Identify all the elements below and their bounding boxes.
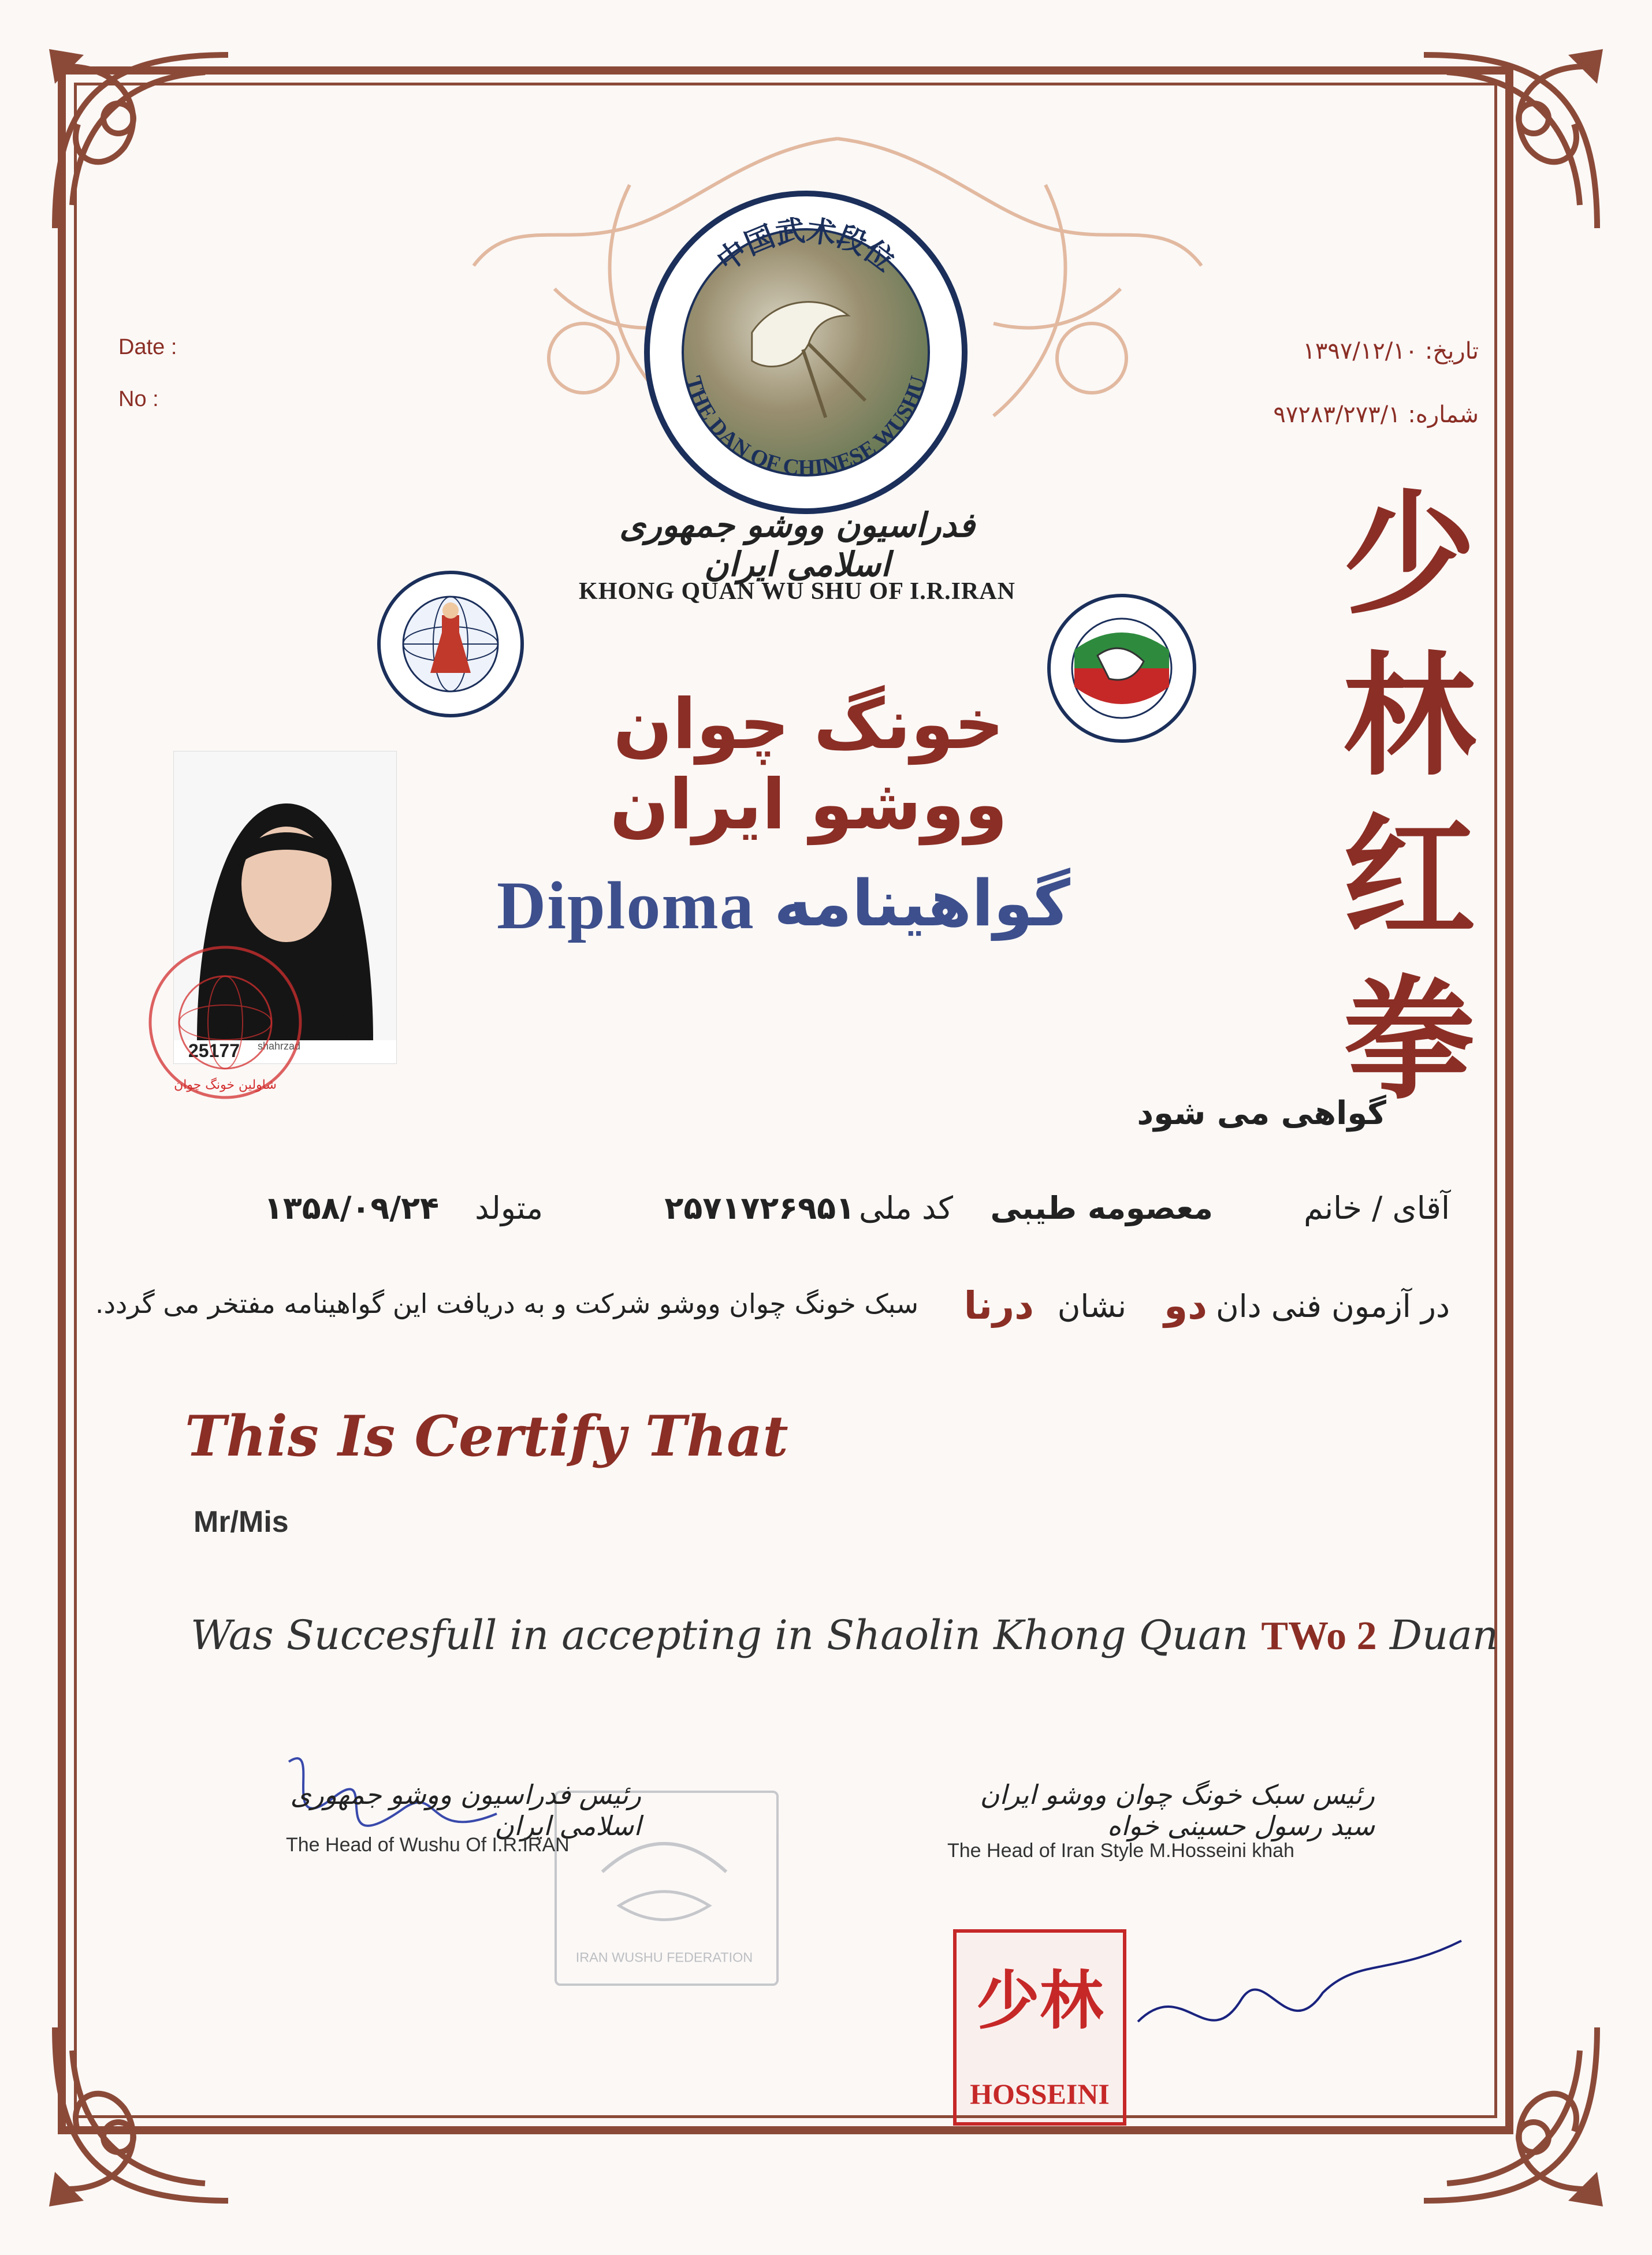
holder-details-line: [173, 1190, 1461, 1236]
success-suffix: Duan: [1389, 1612, 1498, 1659]
chinese-char: 林: [1342, 638, 1476, 794]
hosseini-stamp-name: HOSSEINI: [970, 2078, 1110, 2110]
diploma-title-fa: گواهینامه: [774, 866, 1070, 940]
svg-text:THE DAN OF CHINESE WUSHU: [681, 373, 931, 480]
dan-medallion-logo: [644, 191, 968, 514]
national-code: ۲۵۷۱۷۲۶۹۵۱: [664, 1190, 855, 1226]
certified-heading-fa: گواهی می شود: [1137, 1095, 1386, 1132]
hosseini-seal-stamp: [953, 1929, 1126, 2126]
number-label: No :: [118, 387, 159, 411]
left-signatory-fa: رئیس فدراسیون ووشو جمهوری اسلامی ایران: [290, 1779, 641, 1841]
right-signature: [1115, 1906, 1484, 2079]
svg-text:中国武术段位: [710, 213, 901, 278]
holder-name: معصومه طیبی: [990, 1190, 1213, 1226]
dan-level: دو: [1164, 1283, 1207, 1328]
exam-suffix: سبک خونگ چوان ووشو شرکت و به دریافت این گواهینامه مفتخر می گردد.: [95, 1288, 918, 1319]
title-label: آقای / خانم: [1304, 1190, 1450, 1226]
medallion-top-text: 中国武术段位: [710, 213, 902, 278]
exam-result-line: [95, 1283, 1461, 1334]
red-stamp-text: شاولین خونگ چوان: [174, 1078, 277, 1092]
corner-ornament-top-right: [1401, 32, 1620, 251]
hosseini-stamp-chinese: 少林: [976, 1963, 1103, 2038]
certify-heading-en: This Is Certify That: [185, 1404, 788, 1469]
date-label: Date :: [118, 335, 177, 359]
date-fa: تاریخ: ۱۳۹۷/۱۲/۱۰: [1303, 338, 1479, 364]
corner-ornament-bottom-left: [32, 2004, 251, 2224]
medallion-ring-text: THE DAN OF CHINESE WUSHU: [680, 373, 931, 481]
fed-stamp-text: IRAN WUSHU FEDERATION: [575, 1949, 753, 1965]
title-fa: خونگ چوان ووشو ایران: [609, 684, 1008, 845]
red-circular-stamp: [127, 942, 323, 1103]
badge-name: درنا: [963, 1283, 1034, 1328]
right-signatory-fa: رئیس سبک خونگ چوان ووشو ایران سید رسول حسینی خواه: [980, 1779, 1375, 1841]
khong-quan-seal: [375, 569, 526, 719]
photo-id-number: 25177: [188, 1040, 240, 1061]
success-rank: TWo 2: [1261, 1614, 1377, 1658]
mr-mis-label: Mr/Mis: [194, 1505, 289, 1539]
badge-label: نشان: [1057, 1288, 1126, 1324]
exam-prefix: در آزمون فنی دان: [1216, 1288, 1450, 1324]
right-signatory-en: The Head of Iran Style M.Hosseini khah: [947, 1840, 1294, 1862]
chinese-calligraphy: [1323, 474, 1496, 1121]
chinese-char: 少: [1342, 477, 1476, 632]
chinese-char: 拳: [1342, 962, 1476, 1118]
diploma-title-en: Diploma: [497, 868, 755, 943]
corner-ornament-top-left: [32, 32, 251, 251]
success-statement: [191, 1612, 1498, 1659]
birth-date: ۱۳۵۸/۰۹/۲۴: [263, 1190, 439, 1226]
chinese-char: 红: [1342, 800, 1476, 956]
national-code-label: کد ملی: [858, 1190, 953, 1226]
number-fa: شماره: ۹۷۲۸۳/۲۷۳/۱: [1273, 401, 1479, 428]
federation-name-fa: فدراسیون ووشو جمهوری اسلامی ایران: [619, 505, 975, 584]
left-signatory-en: The Head of Wushu Of I.R.IRAN: [286, 1834, 570, 1856]
success-prefix: Was Succesfull in accepting in Shaolin Khong Quan: [191, 1612, 1249, 1659]
birth-label: متولد: [475, 1190, 543, 1226]
photo-name-label: shahrzad: [258, 1040, 301, 1052]
federation-name-en: KHONG QUAN WU SHU OF I.R.IRAN: [579, 578, 1015, 605]
